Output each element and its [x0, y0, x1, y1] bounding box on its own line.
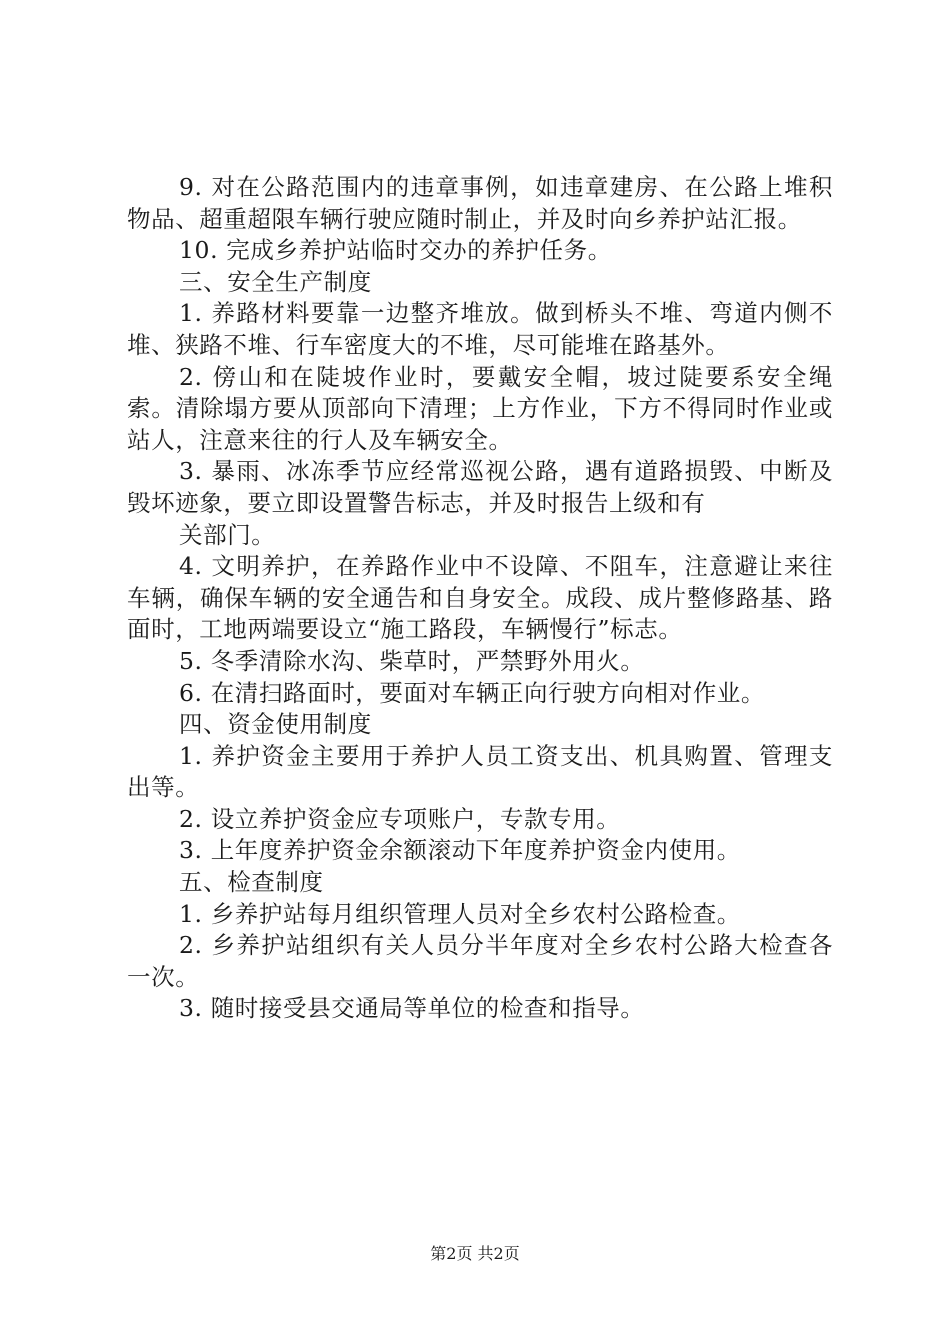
- page-number-footer: 第2页 共2页: [430, 1244, 520, 1263]
- paragraph-safety-3: 3. 暴雨、冰冻季节应经常巡视公路，遇有道路损毁、中断及毁坏迹象，要立即设置警告标志，并及时报告上级和有: [127, 457, 833, 517]
- section-heading-safety: 三、安全生产制度: [179, 267, 372, 296]
- paragraph-funds-1: 1. 养护资金主要用于养护人员工资支出、机具购置、管理支出等。: [127, 741, 833, 802]
- paragraph-item-10: 10. 完成乡养护站临时交办的养护任务。: [179, 236, 612, 265]
- paragraph-safety-2: 2. 傍山和在陡坡作业时，要戴安全帽，坡过陡要系安全绳索。清除塌方要从顶部向下清理；上方作业，下方不得同时作业或站人，注意来往的行人及车辆安全。: [127, 362, 833, 454]
- paragraph-inspection-1: 1. 乡养护站每月组织管理人员对全乡农村公路检查。: [179, 899, 741, 928]
- document-body: [127, 172, 833, 1025]
- paragraph-funds-2: 2. 设立养护资金应专项账户，专款专用。: [179, 804, 621, 833]
- paragraph-inspection-2: 2. 乡养护站组织有关人员分半年度对全乡农村公路大检查各一次。: [127, 931, 833, 991]
- paragraph-safety-3-cont: 关部门。: [179, 520, 276, 549]
- paragraph-safety-5: 5. 冬季清除水沟、柴草时，严禁野外用火。: [179, 646, 645, 675]
- paragraph-safety-4: 4. 文明养护，在养路作业中不设障、不阻车，注意避让来往车辆，确保车辆的安全通告和自身安全。成段、成片整修路基、路面时，工地两端要设立“施工路段，车辆慢行”标志。: [127, 552, 833, 644]
- paragraph-safety-6: 6. 在清扫路面时，要面对车辆正向行驶方向相对作业。: [179, 678, 765, 707]
- section-heading-inspection: 五、检查制度: [179, 868, 324, 897]
- paragraph-item-9: 9. 对在公路范围内的违章事例，如违章建房、在公路上堆积物品、超重超限车辆行驶应随时制止，并及时向乡养护站汇报。: [127, 173, 833, 233]
- paragraph-inspection-3: 3. 随时接受县交通局等单位的检查和指导。: [179, 994, 645, 1023]
- section-heading-funds: 四、资金使用制度: [179, 710, 372, 739]
- paragraph-funds-3: 3. 上年度养护资金余额滚动下年度养护资金内使用。: [179, 836, 741, 865]
- paragraph-safety-1: 1. 养路材料要靠一边整齐堆放。做到桥头不堆、弯道内侧不堆、狭路不堆、行车密度大的不堆，尽可能堆在路基外。: [127, 299, 833, 359]
